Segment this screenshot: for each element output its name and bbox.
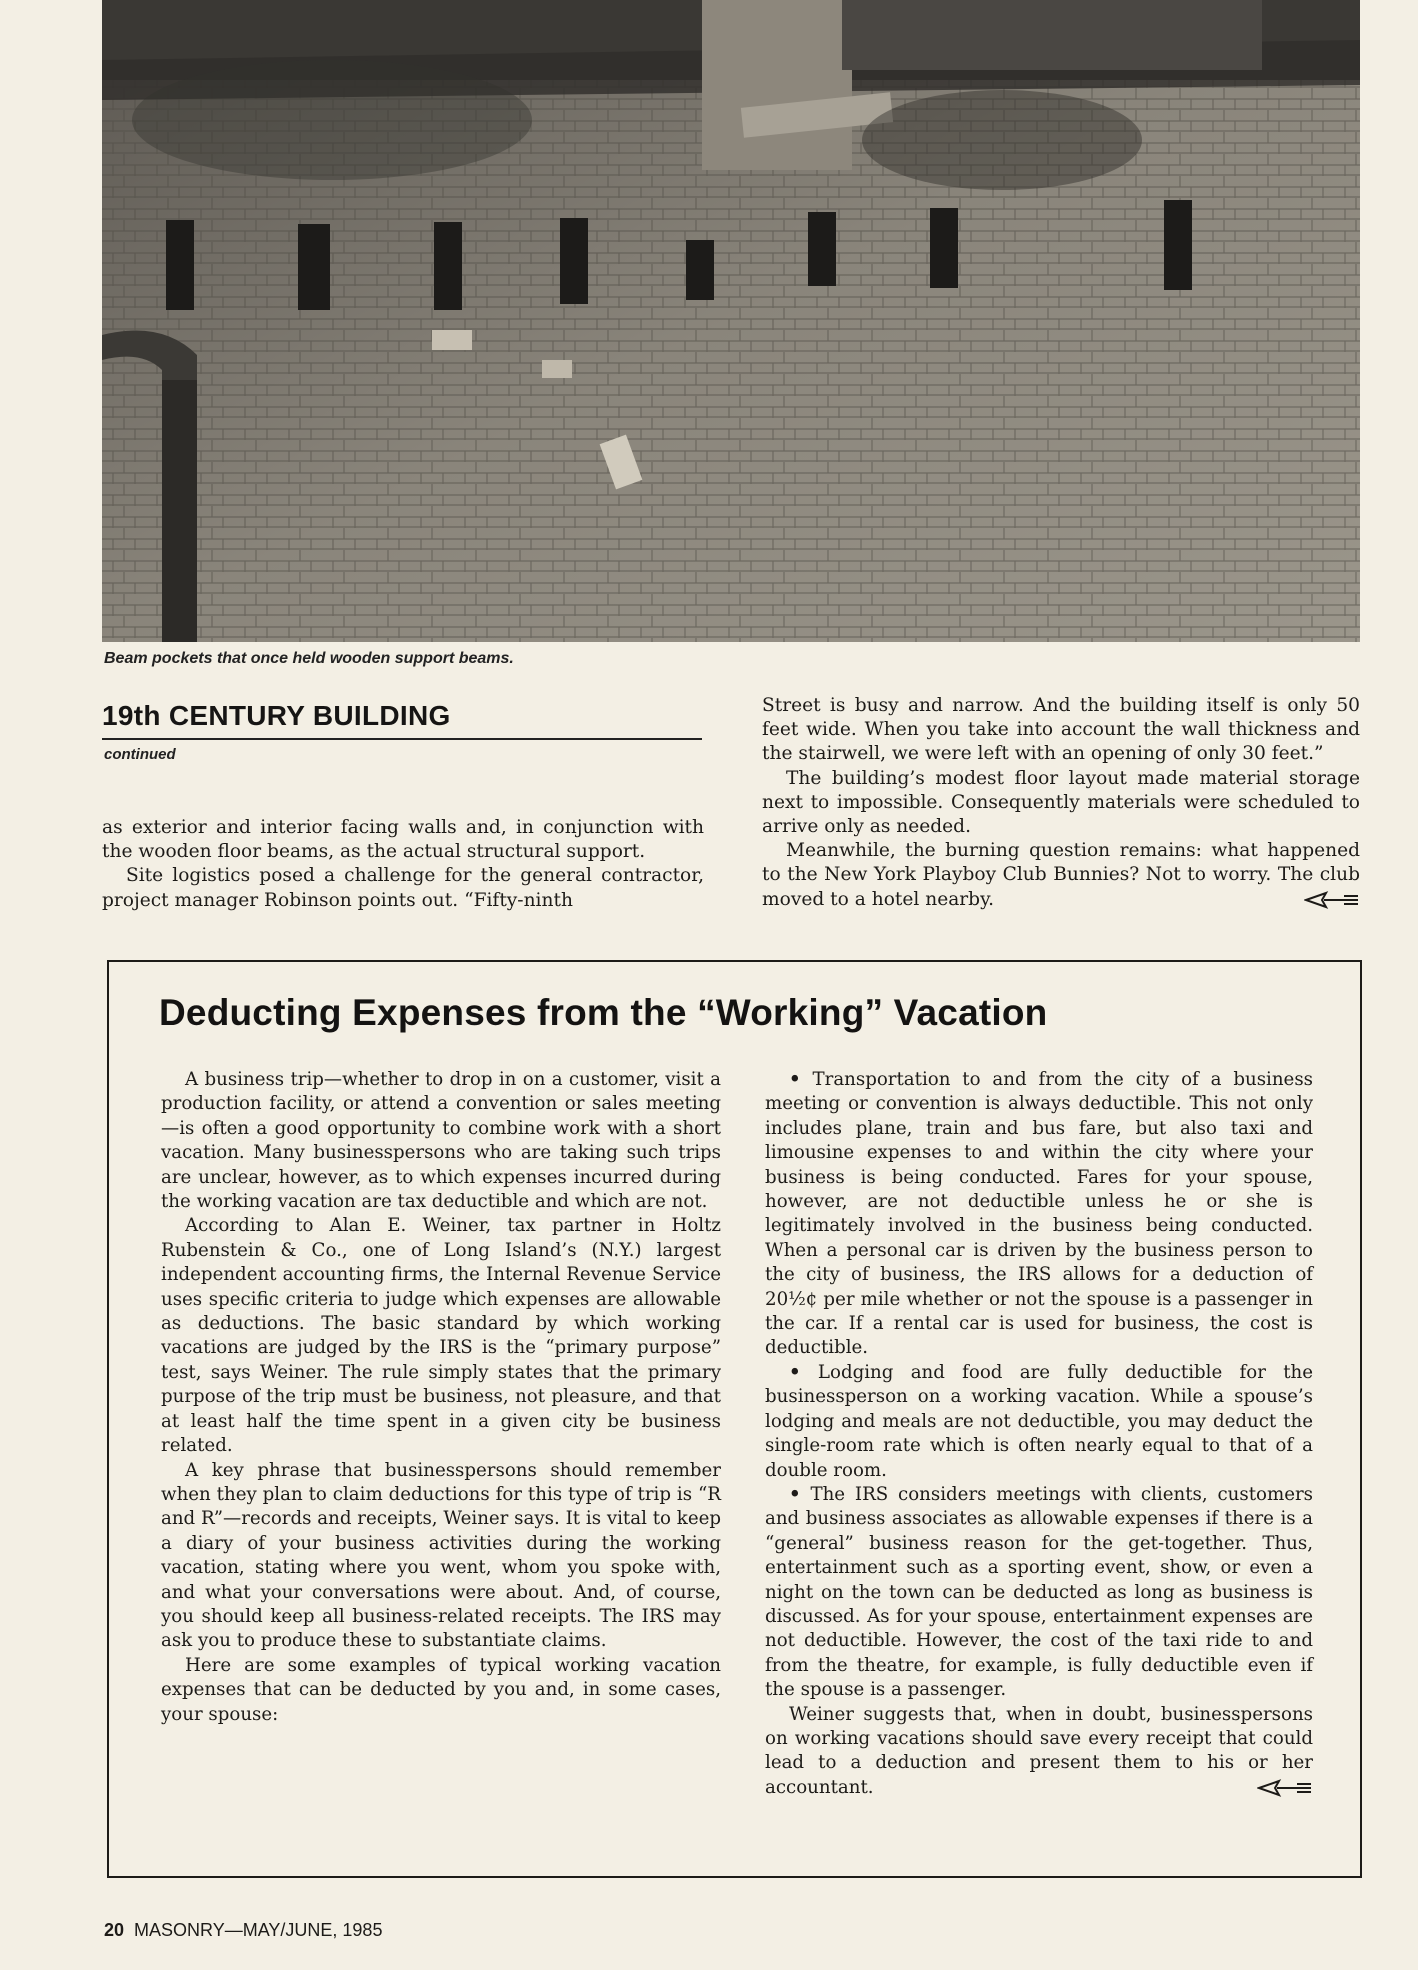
- end-of-article-icon: [1304, 890, 1360, 910]
- article-title: 19th CENTURY BUILDING: [102, 700, 451, 731]
- beam-pockets-photo: [102, 0, 1360, 642]
- bullet-icon: •: [789, 1361, 801, 1383]
- brick-wall-image: [102, 0, 1360, 642]
- article-paragraph: [762, 839, 1360, 912]
- sidebar-paragraph: [765, 1703, 1313, 1801]
- article-paragraph: Site logistics posed a challenge for the general contractor, project manager Robinson points out. “Fifty-ninth: [102, 865, 704, 911]
- bullet-item: [765, 1483, 1313, 1703]
- sidebar-title: Deducting Expenses from the “Working” Vacation: [159, 992, 1048, 1033]
- sidebar-paragraph: A business trip—whether to drop in on a customer, visit a production facility, or attend a convention or sales meeting—is often a good opportunity to combine work with a short vacation. Many businesspersons who are taking such trips are unclear, however, as to which expenses incurred during the working vacation are tax deductible and which are not.: [161, 1069, 721, 1213]
- page-footer: [104, 1920, 382, 1941]
- bullet-item: [765, 1068, 1313, 1361]
- sidebar-left-column: [161, 1068, 721, 1727]
- publication-line: MASONRY—MAY/JUNE, 1985: [134, 1920, 383, 1940]
- article-left-column: [102, 816, 704, 913]
- sidebar-closing-text: Weiner suggests that, when in doubt, businesspersons on working vacations should save every receipt that could lead to a deduction and present them to his or her accountant.: [765, 1703, 1313, 1798]
- article-paragraph: The building’s modest floor layout made material storage next to impossible. Consequently materials were scheduled to arrive only as needed.: [762, 767, 1360, 838]
- sidebar-paragraph: According to Alan E. Weiner, tax partner in Holtz Rubenstein & Co., one of Long Island’s (N.Y.) largest independent accounting firms, the Internal Revenue Service uses specific criteria to judge which expenses are allowable as deductions. The basic standard by which working vacations are judged by the IRS is the “primary purpose” test, says Weiner. The rule simply states that the primary purpose of the trip must be business, not pleasure, and that at least half the time spent in a given city be business related.: [161, 1215, 721, 1457]
- article-heading: [102, 700, 702, 740]
- article-right-column: [762, 694, 1360, 912]
- photo-caption: Beam pockets that once held wooden support beams.: [104, 650, 514, 667]
- end-of-sidebar-icon: [1257, 1778, 1313, 1798]
- bullet-item: [765, 1361, 1313, 1483]
- bullet-text: Lodging and food are fully deductible for the businessperson on a working vacation. While a spouse’s lodging and meals are not deductible, you may deduct the single-room rate which is often nearly equal to that of a double room.: [765, 1361, 1313, 1481]
- sidebar-right-column: [765, 1068, 1313, 1800]
- article-paragraph: as exterior and interior facing walls and, in conjunction with the wooden floor beams, as the actual structural support.: [102, 817, 704, 863]
- page-number: 20: [104, 1920, 125, 1940]
- bullet-text: The IRS considers meetings with clients, customers and business associates as allowable expenses if there is a “general” business reason for the get-together. Thus, entertainment such as a sporting event, show, or even a night on the town can be deducted as long as business is discussed. As for your spouse, entertainment expenses are not deductible. However, the cost of the taxi ride to and from the theatre, for example, is fully deductible even if the spouse is a passenger.: [765, 1483, 1313, 1701]
- bullet-icon: •: [789, 1483, 801, 1505]
- sidebar-paragraph: Here are some examples of typical working vacation expenses that can be deducted by you and, in some cases, your spouse:: [161, 1654, 721, 1725]
- sidebar-paragraph: A key phrase that businesspersons should remember when they plan to claim deductions for this type of trip is “R and R”—records and receipts, Weiner says. It is vital to keep a diary of your business activities during the working vacation, stating where you went, whom you spoke with, and what your conversations were about. And, of course, you should keep all business-related receipts. The IRS may ask you to produce these to substantiate claims.: [161, 1459, 721, 1652]
- article-paragraph: Street is busy and narrow. And the building itself is only 50 feet wide. When you take into account the wall thickness and the stairwell, we were left with an opening of only 30 feet.”: [762, 695, 1360, 765]
- bullet-text: Transportation to and from the city of a business meeting or convention is always deductible. This not only includes plane, train and bus fare, but also taxi and limousine expenses to and within the city where your business is being conducted. Fares for your spouse, however, are not deductible unless he or she is legitimately involved in the business being conducted. When a personal car is driven by the business person to the city of business, the IRS allows for a deduction of 20½¢ per mile whether or not the spouse is a passenger in the car. If a rental car is used for business, the cost is deductible.: [765, 1069, 1313, 1359]
- sidebar-box: [107, 960, 1362, 1878]
- continued-label: continued: [104, 746, 176, 763]
- article-closing-text: Meanwhile, the burning question remains: what happened to the New York Playboy Club Bunnies? Not to worry. The club moved to a hotel nearby.: [762, 840, 1360, 910]
- bullet-icon: •: [789, 1069, 801, 1090]
